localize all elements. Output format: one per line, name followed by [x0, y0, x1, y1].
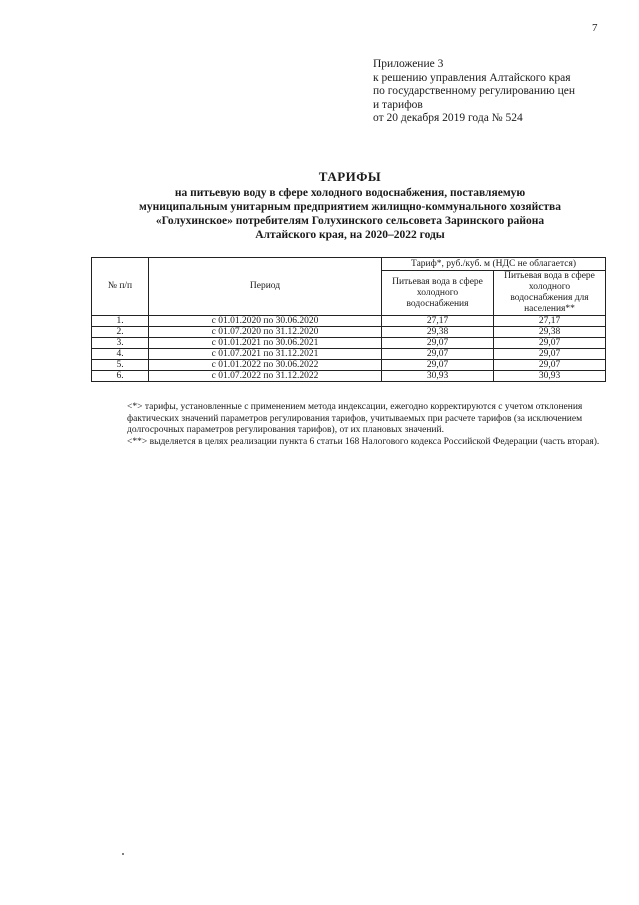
footnote-population: <**> выделяется в целях реализации пункта 6 статьи 168 Налогового кодекса Российской Федерации (часть вторая).	[127, 436, 600, 447]
row-period: с 01.01.2020 по 30.06.2020	[149, 316, 382, 327]
row-population: 29,07	[494, 360, 606, 371]
row-general: 27,17	[382, 316, 494, 327]
appendix-line: и тарифов	[373, 98, 423, 111]
document-title	[90, 170, 610, 242]
row-general: 29,07	[382, 349, 494, 360]
row-num: 5.	[92, 360, 149, 371]
row-period: с 01.07.2022 по 31.12.2022	[149, 371, 382, 382]
row-population: 30,93	[494, 371, 606, 382]
row-general: 30,93	[382, 371, 494, 382]
row-period: с 01.01.2021 по 30.06.2021	[149, 338, 382, 349]
table-row	[92, 349, 606, 360]
row-num: 6.	[92, 371, 149, 382]
header-tariff-group: Тариф*, руб./куб. м (НДС не облагается)	[382, 258, 606, 271]
table-row	[92, 360, 606, 371]
appendix-line: к решению управления Алтайского края	[373, 71, 571, 84]
title-line: Алтайского края, на 2020–2022 годы	[255, 229, 445, 241]
row-population: 27,17	[494, 316, 606, 327]
row-population: 29,38	[494, 327, 606, 338]
title-main: ТАРИФЫ	[318, 169, 382, 184]
table-row	[92, 371, 606, 382]
row-num: 4.	[92, 349, 149, 360]
row-num: 3.	[92, 338, 149, 349]
table-row	[92, 327, 606, 338]
header-period: Период	[149, 258, 382, 316]
row-num: 2.	[92, 327, 149, 338]
header-general: Питьевая вода в сфере холодного водоснабжения	[382, 271, 494, 316]
footnotes	[127, 402, 607, 448]
row-period: с 01.07.2020 по 31.12.2020	[149, 327, 382, 338]
header-num: № п/п	[92, 258, 149, 316]
table-row	[92, 338, 606, 349]
appendix-line: от 20 декабря 2019 года № 524	[373, 112, 523, 124]
table-row	[92, 316, 606, 327]
appendix-line: Приложение 3	[373, 58, 444, 70]
row-population: 29,07	[494, 349, 606, 360]
row-general: 29,07	[382, 338, 494, 349]
row-general: 29,07	[382, 360, 494, 371]
footnote-tariff: <*> тарифы, установленные с применением метода индексации, ежегодно корректируются с учетом отклонения фактических значений параметров регулирования тарифов, учитываемых при расчете тарифов (за исключением долгосрочных параметров регулирования тарифов), от их плановых значений.	[127, 402, 583, 435]
row-num: 1.	[92, 316, 149, 327]
appendix-line: по государственному регулированию цен	[373, 85, 576, 97]
scan-speck	[122, 853, 124, 855]
page-number: 7	[592, 22, 598, 34]
row-general: 29,38	[382, 327, 494, 338]
title-line: муниципальным унитарным предприятием жилищно-коммунального хозяйства	[139, 201, 561, 213]
row-population: 29,07	[494, 338, 606, 349]
tariff-table	[91, 257, 606, 382]
appendix-header	[373, 58, 623, 126]
row-period: с 01.01.2022 по 30.06.2022	[149, 360, 382, 371]
row-period: с 01.07.2021 по 31.12.2021	[149, 349, 382, 360]
title-line: на питьевую воду в сфере холодного водоснабжения, поставляемую	[174, 187, 526, 199]
header-population: Питьевая вода в сфере холодного водоснабжения для населения**	[494, 271, 606, 316]
title-line: «Голухинское» потребителям Голухинского сельсовета Заринского района	[155, 215, 545, 227]
